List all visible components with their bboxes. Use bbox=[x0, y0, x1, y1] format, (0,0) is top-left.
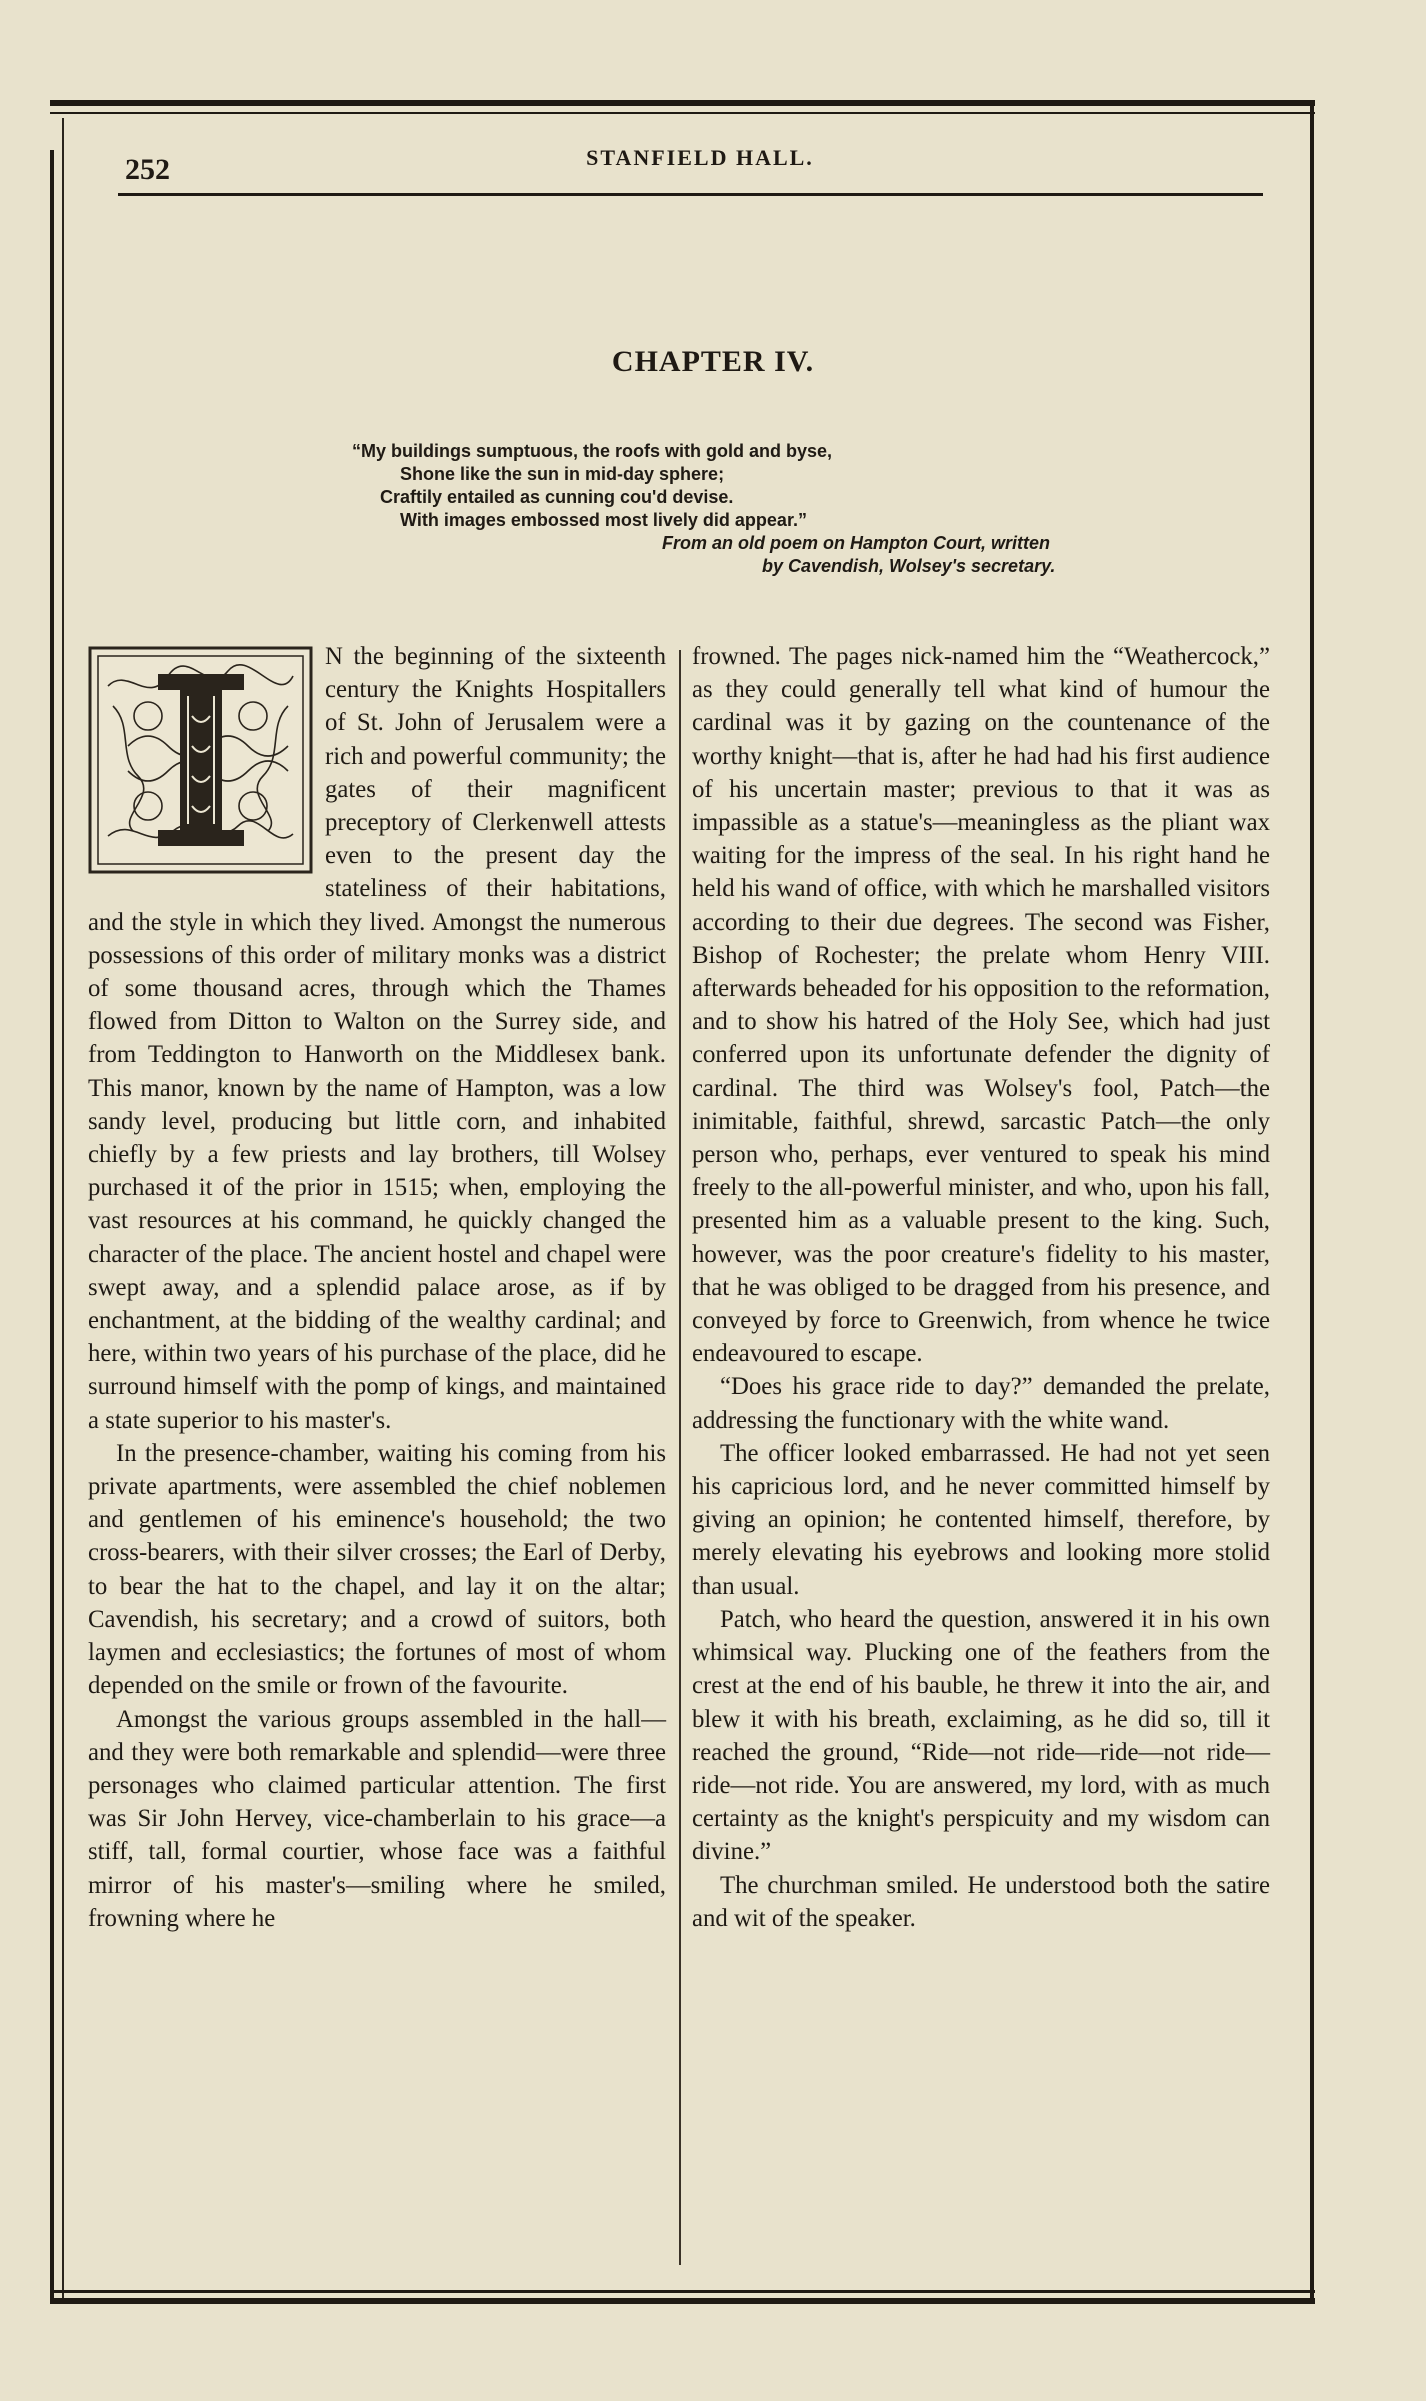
ornamental-initial-svg bbox=[88, 646, 313, 874]
right-column bbox=[692, 640, 1270, 1935]
epigraph-source: by Cavendish, Wolsey's secretary. bbox=[762, 556, 1056, 576]
epigraph-source: From an old poem on Hampton Court, written bbox=[662, 533, 1050, 553]
epigraph-line: With images embossed most lively did appear.” bbox=[400, 510, 807, 530]
left-column bbox=[88, 640, 666, 1935]
right-outer-rule bbox=[1310, 100, 1314, 2300]
paragraph: The churchman smiled. He understood both the satire and wit of the speaker. bbox=[692, 1871, 1270, 1932]
paragraph: frowned. The pages nick-named him the “Weathercock,” as they could generally tell what kind of humour the cardinal was it by gazing on the countenance of the worthy knight—that is, after he had had his first audience of his uncertain master; previous to that it was as impassible as a statue's—meaningless as the pliant wax waiting for the impress of the seal. In his right hand he held his wand of office, with which he marshalled visitors according to their due degrees. The second was Fisher, Bishop of Rochester; the prelate whom Henry VIII. afterwards beheaded for his opposition to the reformation, and to show his hatred of the Holy See, which had just conferred upon its unfortunate defender the dignity of cardinal. The third was Wolsey's fool, Patch—the inimitable, faithful, shrewd, sarcastic Patch—the only person who, perhaps, ever ventured to speak his mind freely to the all-powerful minister, and who, upon his fall, presented him as a valuable present to the king. Such, however, was the poor creature's fidelity to his master, that he was obliged to be dragged from his presence, and conveyed by force to Greenwich, from whence he twice endeavoured to escape. bbox=[692, 643, 1270, 1368]
epigraph bbox=[352, 440, 1232, 578]
bottom-border-rule-thick bbox=[50, 2298, 1315, 2304]
top-border-rule-thin bbox=[50, 112, 1315, 114]
paragraph: In the presence-chamber, waiting his coming from his private apartments, were assembled the chief noblemen and gentlemen of his eminence's household; the two cross-bearers, with their silver crosses; the Earl of Derby, to bear the hat to the chapel, and lay it on the altar; Cavendish, his secretary; and a crowd of suitors, both laymen and ecclesiastics; the fortunes of most of whom depended on the smile or frown of the favourite. bbox=[88, 1439, 666, 1700]
paragraph: N the beginning of the sixteenth century the Knights Hospitallers of St. John of Jerusalem were a rich and powerful community; the gates of their magnificent preceptory of Clerkenwell attests even to the present day the stateliness of their habitations, and the style in which they lived. Amongst the numerous possessions of this order of military monks was a district of some thousand acres, through which the Thames flowed from Ditton to Walton on the Surrey side, and from Teddington to Hanworth on the Middlesex bank. This manor, known by the name of Hampton, was a low sandy level, producing but little corn, and inhabited chiefly by a few priests and lay brothers, till Wolsey purchased it of the prior in 1515; when, employing the vast resources at his command, he quickly changed the character of the place. The ancient hostel and chapel were swept away, and a splendid palace arose, as if by enchantment, at the bidding of the wealthy cardinal; and here, within two years of his purchase of the place, did he surround himself with the pomp of kings, and maintained a state superior to his master's. bbox=[88, 643, 666, 1434]
chapter-title: CHAPTER IV. bbox=[611, 345, 815, 378]
epigraph-line: Shone like the sun in mid-day sphere; bbox=[400, 464, 725, 484]
running-head: STANFIELD HALL. bbox=[586, 145, 814, 170]
epigraph-line: Craftily entailed as cunning cou'd devise. bbox=[380, 487, 734, 507]
column-divider bbox=[679, 650, 681, 2265]
paragraph: Patch, who heard the question, answered it in his own whimsical way. Plucking one of the feathers from the crest at the end of his bauble, he threw it into the air, and blew it with his breath, exclaiming, as he did so, till it reached the ground, “Ride—not ride—ride—not ride—ride—not ride. You are answered, my lord, with as much certainty as the knight's perspicuity and my wisdom can divine.” bbox=[692, 1605, 1270, 1866]
bottom-border-rule bbox=[50, 2290, 1315, 2293]
paragraph: The officer looked embarrassed. He had not yet seen his capricious lord, and he never committed himself by giving an opinion; he contented himself, therefore, by merely elevating his eyebrows and looking more stolid than usual. bbox=[692, 1439, 1270, 1600]
page-number: 252 bbox=[125, 153, 170, 186]
header-rule bbox=[118, 193, 1263, 196]
epigraph-line: “My buildings sumptuous, the roofs with gold and byse, bbox=[352, 441, 833, 461]
top-border-rule bbox=[50, 100, 1315, 106]
paragraph: Amongst the various groups assembled in the hall—and they were both remarkable and splendid—were three personages who claimed particular attention. The first was Sir John Hervey, vice-chamberlain to his grace—a stiff, tall, formal courtier, whose face was a faithful mirror of his master's—smiling where he smiled, frowning where he bbox=[88, 1705, 666, 1932]
paragraph: “Does his grace ride to day?” demanded the prelate, addressing the functionary with the white wand. bbox=[692, 1373, 1270, 1434]
left-outer-rule bbox=[50, 150, 54, 2300]
ornamental-initial-icon bbox=[88, 646, 313, 874]
